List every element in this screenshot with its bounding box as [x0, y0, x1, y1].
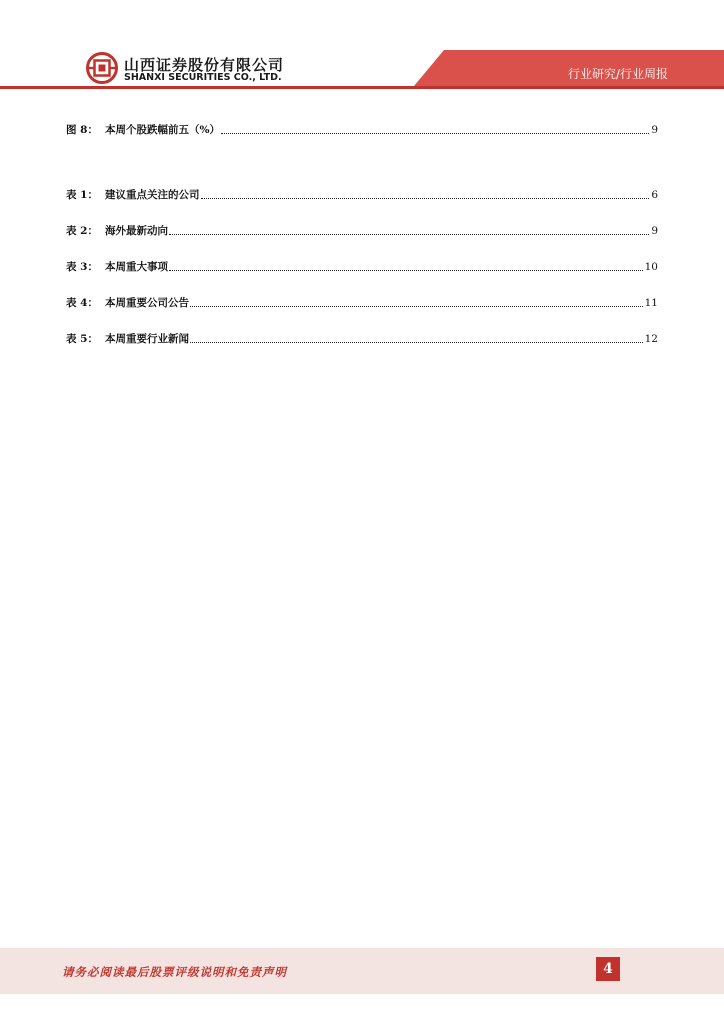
toc-entry-table-4[interactable] [66, 290, 658, 310]
toc-entry-page: 9 [651, 225, 658, 237]
toc-entry-label: 表 2： [66, 225, 98, 237]
toc-leader-dots [201, 198, 650, 199]
toc-entry-label: 表 1： [66, 189, 98, 201]
toc-entry-title: 海外最新动向 [105, 225, 168, 237]
toc-leader-dots [169, 234, 649, 235]
page-number: 4 [596, 957, 620, 981]
toc-entry-page: 9 [651, 124, 658, 136]
toc-entry-table-3[interactable] [66, 254, 658, 274]
toc-entry-label: 表 4： [66, 297, 98, 309]
toc-entry-page: 11 [644, 297, 658, 309]
company-logo-icon [86, 52, 118, 84]
toc-entry-label: 图 8： [66, 124, 98, 136]
toc-entry-figure-8[interactable] [66, 117, 658, 137]
toc-entry-title: 本周个股跌幅前五（%） [105, 124, 220, 136]
company-name-en: SHANXI SECURITIES CO., LTD. [124, 72, 282, 83]
toc-entry-table-1[interactable] [66, 182, 658, 202]
toc-entry-table-5[interactable] [66, 326, 658, 346]
toc-entry-table-2[interactable] [66, 218, 658, 238]
toc-entry-title: 建议重点关注的公司 [105, 189, 200, 201]
report-type: 行业研究/行业周报 [567, 67, 668, 81]
toc-entry-label: 表 3： [66, 261, 98, 273]
toc-leader-dots [221, 133, 649, 134]
toc-entry-title: 本周重要公司公告 [105, 297, 189, 309]
toc-entry-page: 6 [651, 189, 658, 201]
page-footer [0, 948, 724, 994]
toc-leader-dots [169, 270, 643, 271]
toc-leader-dots [190, 306, 643, 307]
toc-entry-page: 10 [644, 261, 658, 273]
toc-entry-title: 本周重大事项 [105, 261, 168, 273]
toc-leader-dots [190, 342, 643, 343]
toc-entry-label: 表 5： [66, 333, 98, 345]
toc-entry-page: 12 [644, 333, 658, 345]
header-banner [0, 0, 724, 100]
footer-disclaimer: 请务必阅读最后股票评级说明和免责声明 [62, 965, 287, 979]
page-header [0, 0, 724, 100]
toc-entry-title: 本周重要行业新闻 [105, 333, 189, 345]
company-name-cn: 山西证券股份有限公司 [124, 56, 285, 74]
